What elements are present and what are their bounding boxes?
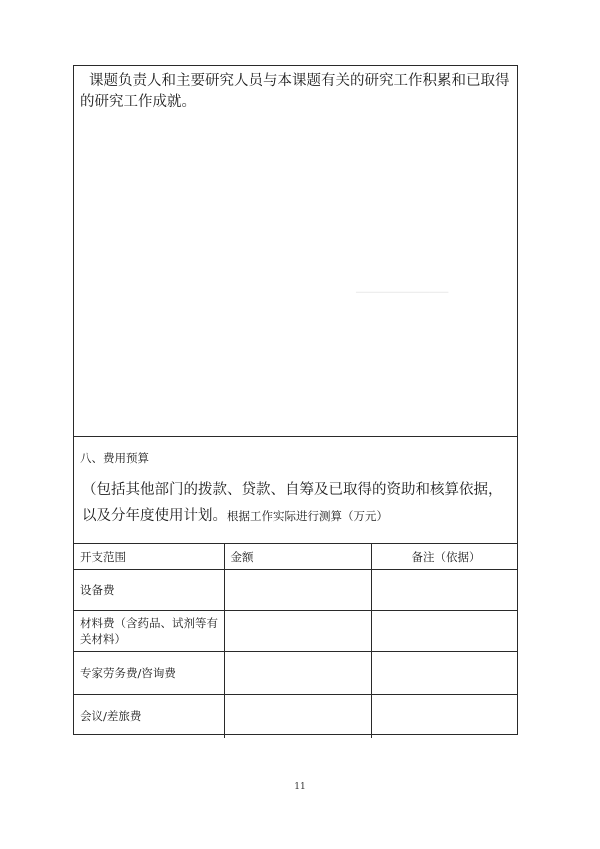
amount-cell[interactable] [224, 695, 371, 738]
row-item-label: 会议/差旅费 [74, 695, 224, 738]
remark-cell[interactable] [371, 611, 518, 652]
remark-cell[interactable] [371, 652, 518, 695]
budget-table [74, 543, 518, 738]
achievements-section [74, 66, 517, 437]
budget-description [82, 477, 512, 529]
amount-cell[interactable] [224, 611, 371, 652]
table-row [74, 652, 518, 695]
budget-section [74, 437, 517, 543]
achievements-prompt: 课题负责人和主要研究人员与本课题有关的研究工作积累和已取得的研究工作成就。 [80, 73, 510, 110]
col-header-remark: 备注（依据） [371, 544, 518, 570]
budget-heading: 八、费用预算 [80, 451, 149, 465]
row-item-label: 材料费（含药品、试剂等有关材料） [74, 611, 224, 652]
amount-cell[interactable] [224, 652, 371, 695]
table-row [74, 570, 518, 611]
amount-cell[interactable] [224, 570, 371, 611]
budget-table-header-row [74, 544, 518, 570]
budget-description-note: 根据工作实际进行测算（万元） [227, 509, 388, 523]
row-item-label: 专家劳务费/咨询费 [74, 652, 224, 695]
remark-cell[interactable] [371, 570, 518, 611]
table-row [74, 695, 518, 738]
remark-cell[interactable] [371, 695, 518, 738]
form-frame [73, 65, 518, 735]
budget-description-main: （包括其他部门的拨款、贷款、自筹及已取得的资助和核算依据，以及分年度使用计划。 [82, 482, 503, 524]
page-number: 11 [294, 782, 306, 792]
col-header-amount: 金额 [224, 544, 371, 570]
faint-scan-mark: ▁▁▁▁▁▁▁▁▁▁▁▁▁▁▁ [356, 284, 449, 293]
col-header-scope: 开支范围 [74, 544, 224, 570]
row-item-label: 设备费 [74, 570, 224, 611]
table-row [74, 611, 518, 652]
